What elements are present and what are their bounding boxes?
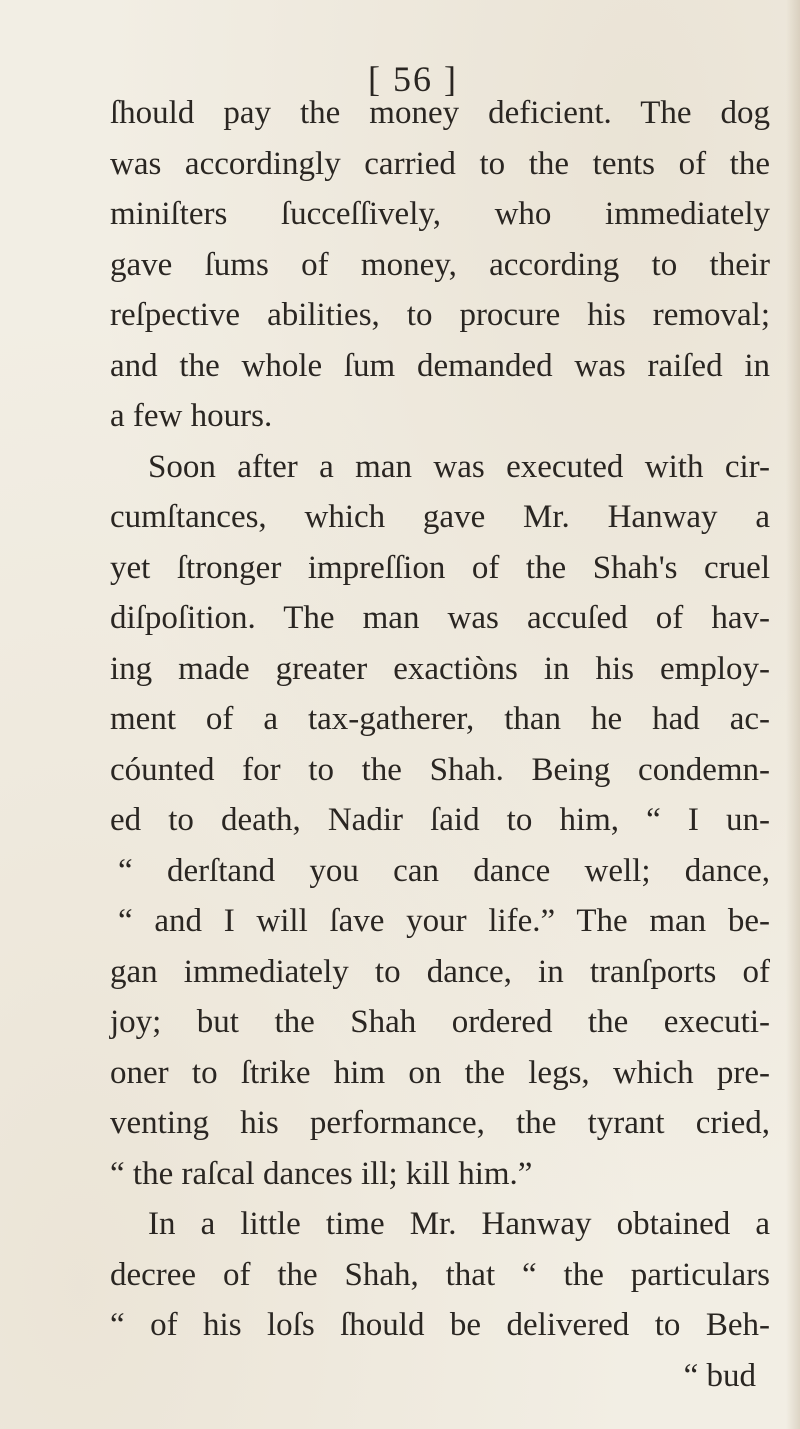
text-line: reſpective abilities, to procure his removal;	[110, 297, 770, 333]
text-line: miniſters ſucceſſively, who immediately	[110, 196, 770, 232]
text-line: ſhould pay the money deficient. The dog	[110, 95, 770, 131]
paragraph-start-line: In a little time Mr. Hanway obtained a	[148, 1206, 770, 1242]
page-edge-shadow	[786, 0, 800, 1429]
text-line: a few hours.	[110, 398, 273, 434]
quoted-line: “ derſtand you can dance well; dance,	[118, 852, 770, 889]
text-line: gan immediately to dance, in tranſports of	[110, 953, 770, 990]
text-line: cumſtances, which gave Mr. Hanway a	[110, 499, 770, 535]
quoted-line: “ and I will ſave your life.” The man be-	[118, 903, 770, 939]
text-line: was accordingly carried to the tents of the	[110, 145, 770, 182]
quoted-line: “ the raſcal dances ill; kill him.”	[110, 1155, 533, 1192]
text-line: venting his performance, the tyrant cried,	[110, 1105, 770, 1141]
text-line: gave ſums of money, according to their	[110, 246, 770, 283]
text-line: decree of the Shah, that “ the particulars	[110, 1256, 770, 1293]
body-text	[110, 88, 770, 1401]
text-line: “ of his loſs ſhould be delivered to Beh-	[110, 1307, 770, 1343]
text-line: ment of a tax-gatherer, than he had ac-	[110, 701, 770, 737]
text-line: ing made greater exactiòns in his employ-	[110, 650, 770, 687]
text-line: yet ſtronger impreſſion of the Shah's cruel	[110, 549, 770, 586]
text-line: diſpoſition. The man was accuſed of hav-	[110, 600, 770, 636]
text-line: oner to ſtrike him on the legs, which pre-	[110, 1054, 770, 1091]
text-line: cóunted for to the Shah. Being condemn-	[110, 751, 770, 788]
page-number: [ 56 ]	[368, 59, 458, 99]
catchword: “ bud	[683, 1357, 756, 1394]
text-line: ed to death, Nadir ſaid to him, “ I un-	[110, 802, 770, 838]
paragraph-start-line: Soon after a man was executed with cir-	[148, 448, 770, 485]
text-line: joy; but the Shah ordered the executi-	[110, 1004, 770, 1040]
text-line: and the whole ſum demanded was raiſed in	[110, 347, 770, 384]
